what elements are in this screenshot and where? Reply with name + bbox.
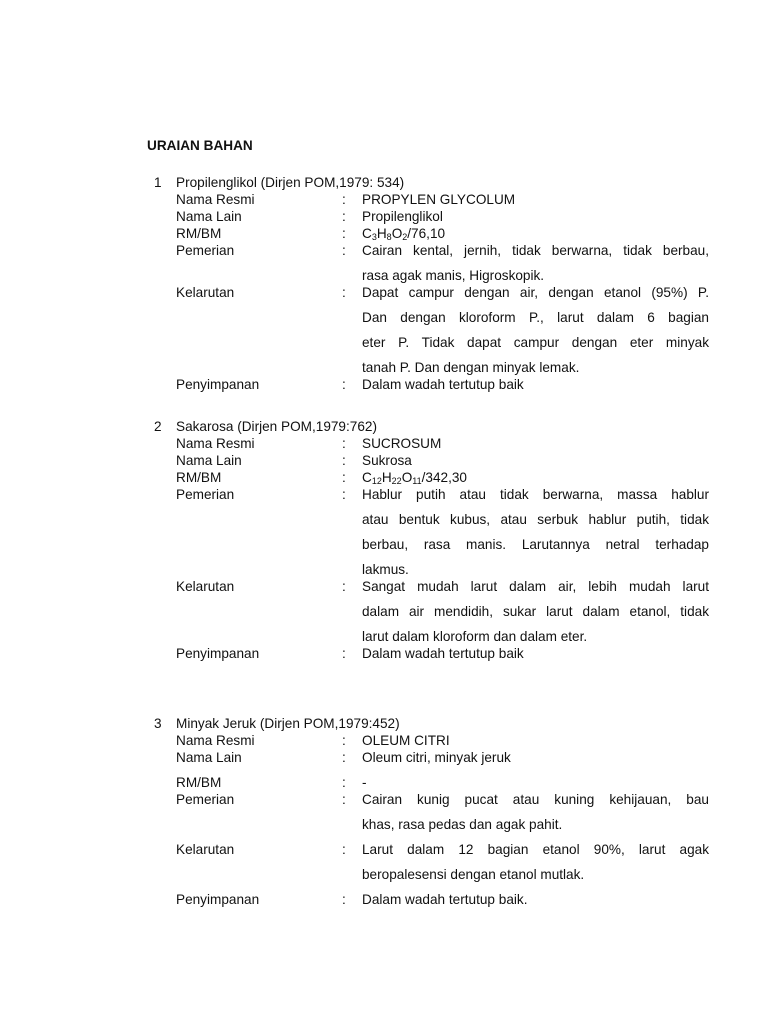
field-label: Nama Lain: [176, 453, 242, 468]
colon: :: [342, 285, 346, 300]
field-row: [176, 242, 714, 284]
field-label: RM/BM: [176, 775, 222, 790]
field-value: -: [362, 775, 367, 790]
material-entry: [154, 418, 714, 662]
field-row: [176, 774, 714, 791]
field-label: Pemerian: [176, 487, 235, 502]
field-row: [176, 225, 714, 242]
field-label: Nama Resmi: [176, 436, 255, 451]
field-row: [176, 841, 714, 883]
field-label: Nama Lain: [176, 209, 242, 224]
field-label: Penyimpanan: [176, 892, 260, 907]
field-value: Sangat mudah larut dalam air, lebih mudah larut dalam air mendidih, sukar larut dalam etanol, tidak larut dalam kloroform dan dalam eter.: [362, 579, 709, 644]
colon: :: [342, 436, 346, 451]
field-label: Pemerian: [176, 243, 235, 258]
field-row: [176, 435, 714, 452]
field-value: Sukrosa: [362, 453, 412, 468]
material-entry: [154, 715, 714, 908]
field-label: Nama Lain: [176, 750, 242, 765]
field-value: Hablur putih atau tidak berwarna, massa hablur atau bentuk kubus, atau serbuk hablur putih, tidak berbau, rasa manis. Larutannya netral terhadap lakmus.: [362, 487, 709, 577]
item-number: 3: [154, 716, 162, 731]
field-label: Penyimpanan: [176, 377, 260, 392]
item-number: 1: [154, 175, 162, 190]
colon: :: [342, 892, 346, 907]
field-value: Oleum citri, minyak jeruk: [362, 750, 511, 765]
colon: :: [342, 192, 346, 207]
field-value: OLEUM CITRI: [362, 733, 450, 748]
field-value: Larut dalam 12 bagian etanol 90%, larut agak beropalesensi dengan etanol mutlak.: [362, 842, 709, 882]
field-value: Dalam wadah tertutup baik: [362, 646, 524, 661]
field-label: Nama Resmi: [176, 192, 255, 207]
colon: :: [342, 733, 346, 748]
colon: :: [342, 209, 346, 224]
field-row: [176, 208, 714, 225]
field-row: [176, 749, 714, 766]
field-label: Pemerian: [176, 792, 235, 807]
colon: :: [342, 750, 346, 765]
field-row: [176, 732, 714, 749]
field-label: Kelarutan: [176, 842, 235, 857]
colon: :: [342, 377, 346, 392]
colon: :: [342, 226, 346, 241]
field-row: [176, 469, 714, 486]
item-header: Propilenglikol (Dirjen POM,1979: 534): [176, 175, 405, 190]
material-entry: [154, 174, 714, 393]
colon: :: [342, 646, 346, 661]
colon: :: [342, 243, 346, 258]
field-row: [176, 578, 714, 645]
field-row: [176, 891, 714, 908]
field-label: Nama Resmi: [176, 733, 255, 748]
field-value: Cairan kunig pucat atau kuning kehijauan, bau khas, rasa pedas dan agak pahit.: [362, 792, 709, 832]
field-value: Dalam wadah tertutup baik: [362, 377, 524, 392]
field-value: Propilenglikol: [362, 209, 443, 224]
item-header: Sakarosa (Dirjen POM,1979:762): [176, 419, 377, 434]
colon: :: [342, 792, 346, 807]
field-label: RM/BM: [176, 226, 222, 241]
field-value: Dalam wadah tertutup baik.: [362, 892, 528, 907]
colon: :: [342, 453, 346, 468]
field-label: Penyimpanan: [176, 646, 260, 661]
item-header: Minyak Jeruk (Dirjen POM,1979:452): [176, 716, 400, 731]
item-number: 2: [154, 419, 162, 434]
field-row: [176, 376, 714, 393]
formula-value: $C_3H_8O_2/76,10$: [362, 226, 446, 242]
field-row: [176, 791, 714, 833]
colon: :: [342, 579, 346, 594]
formula-value: $C_{12}H_{22}O_{11}/342,30$: [362, 470, 467, 486]
field-value: PROPYLEN GLYCOLUM: [362, 192, 516, 207]
colon: :: [342, 470, 346, 485]
field-row: [176, 191, 714, 208]
field-label: Kelarutan: [176, 579, 235, 594]
field-value: Cairan kental, jernih, tidak berwarna, tidak berbau, rasa agak manis, Higroskopik.: [362, 243, 709, 283]
field-row: [176, 284, 714, 376]
field-row: [176, 452, 714, 469]
colon: :: [342, 775, 346, 790]
colon: :: [342, 487, 346, 502]
page-title: URAIAN BAHAN: [147, 138, 253, 153]
field-label: Kelarutan: [176, 285, 235, 300]
colon: :: [342, 842, 346, 857]
field-row: [176, 486, 714, 578]
field-value: SUCROSUM: [362, 436, 442, 451]
field-label: RM/BM: [176, 470, 222, 485]
field-row: [176, 645, 714, 662]
field-value: Dapat campur dengan air, dengan etanol (95%) P. Dan dengan kloroform P., larut dalam 6 bagian eter P. Tidak dapat campur dengan eter minyak tanah P. Dan dengan minyak lemak.: [362, 285, 709, 375]
